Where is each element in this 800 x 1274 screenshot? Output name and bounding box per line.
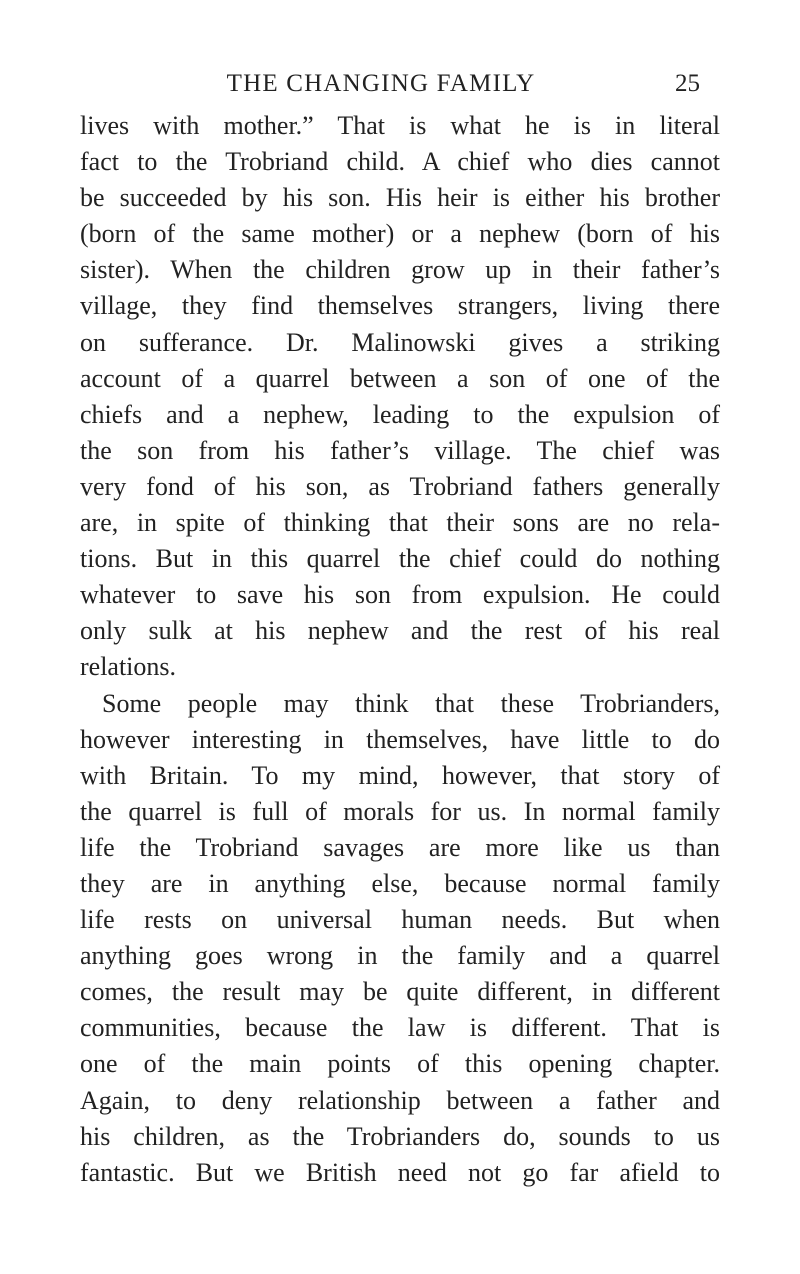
text-line: fantastic. But we British need not go far afield to — [80, 1157, 720, 1187]
text-line: chiefs and a nephew, leading to the expulsion of — [80, 399, 720, 429]
paragraph-1 — [80, 108, 720, 686]
text-line: comes, the result may be quite different, in different — [80, 977, 720, 1007]
page-number: 25 — [675, 70, 700, 97]
text-line: very fond of his son, as Trobriand fathers generally — [80, 471, 720, 501]
text-line: sister). When the children grow up in their father’s — [80, 255, 720, 285]
text-line: account of a quarrel between a son of one of the — [80, 363, 720, 393]
text-line: the son from his father’s village. The chief was — [80, 435, 720, 465]
text-line: (born of the same mother) or a nephew (born of his — [80, 219, 720, 249]
text-line: with Britain. To my mind, however, that story of — [80, 760, 720, 790]
text-line: only sulk at his nephew and the rest of his real — [80, 616, 720, 646]
text-line: tions. But in this quarrel the chief could do nothing — [80, 544, 720, 574]
text-line: life rests on universal human needs. But when — [80, 905, 720, 935]
text-line: Some people may think that these Trobrianders, — [102, 688, 720, 718]
text-line: lives with mother.” That is what he is in literal — [80, 111, 720, 140]
text-line: relations. — [80, 652, 177, 682]
text-line: are, in spite of thinking that their sons are no rela- — [80, 508, 720, 538]
paragraph-2 — [80, 686, 720, 1191]
text-line: life the Trobriand savages are more like us than — [80, 832, 720, 862]
text-line: one of the main points of this opening chapter. — [80, 1049, 720, 1079]
text-line: anything goes wrong in the family and a quarrel — [80, 941, 720, 971]
text-line: the quarrel is full of morals for us. In normal family — [80, 796, 720, 826]
text-line: fact to the Trobriand child. A chief who dies cannot — [80, 147, 720, 177]
text-line: however interesting in themselves, have little to do — [80, 724, 720, 754]
text-line: his children, as the Trobrianders do, sounds to us — [80, 1121, 720, 1151]
text-line: be succeeded by his son. His heir is either his brother — [80, 183, 720, 213]
text-line: Again, to deny relationship between a father and — [80, 1085, 720, 1115]
running-header — [0, 64, 800, 104]
body-text — [80, 108, 720, 1191]
text-line: whatever to save his son from expulsion. He could — [80, 580, 720, 610]
text-line: communities, because the law is different. That is — [80, 1013, 720, 1043]
text-line: they are in anything else, because normal family — [80, 868, 720, 898]
text-line: on sufferance. Dr. Malinowski gives a striking — [80, 327, 720, 357]
text-line: village, they find themselves strangers, living there — [80, 291, 720, 321]
running-header-title: THE CHANGING FAMILY — [226, 70, 536, 97]
